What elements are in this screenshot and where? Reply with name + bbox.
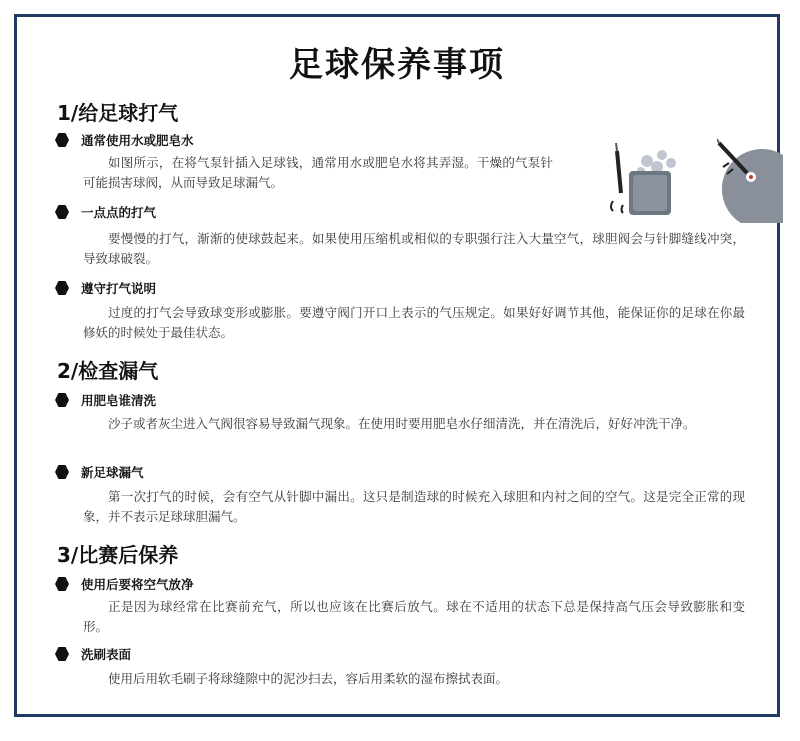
- subheading: 用肥皂谁清洗: [81, 393, 157, 408]
- subheading-row: [55, 131, 194, 149]
- needle-into-ball-icon: [717, 137, 783, 223]
- subheading: 洗刷表面: [81, 647, 132, 662]
- subheading: 新足球漏气: [81, 465, 144, 480]
- subheading: 遵守打气说明: [81, 281, 157, 296]
- hexagon-bullet-icon: [55, 465, 69, 479]
- section-heading-inflate: 1/给足球打气: [57, 101, 179, 125]
- section-heading-leak-check: 2/检查漏气: [57, 359, 159, 383]
- subheading: 使用后要将空气放净: [81, 577, 194, 592]
- subheading-row: [55, 279, 156, 297]
- paragraph: 使用后用软毛刷子将球缝隙中的泥沙扫去，容后用柔软的湿布擦拭表面。: [108, 671, 509, 686]
- subheading: 一点点的打气: [81, 205, 157, 220]
- page-title: 足球保养事项: [289, 45, 505, 85]
- needle-in-water-icon: [607, 141, 697, 221]
- subheading-row: [55, 575, 194, 593]
- hexagon-bullet-icon: [55, 393, 69, 407]
- paragraph: 第一次打气的时候，会有空气从针脚中漏出。这只是制造球的时候充入球胆和内衬之间的空气。这是完全正常的现象，并不表示足球球胆漏气。: [83, 489, 745, 524]
- document-frame: [14, 14, 780, 717]
- hexagon-bullet-icon: [55, 647, 69, 661]
- paragraph: 过度的打气会导致球变形或膨胀。要遵守阀门开口上表示的气压规定。如果好好调节其他，能保证你的足球在你最修妖的时候处于最佳状态。: [83, 305, 745, 340]
- subheading-row: [55, 203, 156, 221]
- paragraph: 沙子或者灰尘进入气阀很容易导致漏气现象。在使用时要用肥皂水仔细清洗，并在清洗后，好好冲洗干净。: [108, 416, 696, 431]
- subheading-row: [55, 391, 156, 409]
- subheading-row: [55, 463, 144, 481]
- hexagon-bullet-icon: [55, 577, 69, 591]
- paragraph: 要慢慢的打气，渐渐的使球鼓起来。如果使用压缩机或相似的专职强行注入大量空气，球胆阀会与针脚缝线冲突，导致球破裂。: [83, 231, 745, 266]
- hexagon-bullet-icon: [55, 281, 69, 295]
- subheading-row: [55, 645, 131, 663]
- section-heading-post-match: 3/比赛后保养: [57, 543, 179, 567]
- paragraph: 如图所示，在将气泵针插入足球钱，通常用水或肥皂水将其弄湿。干燥的气泵针可能损害球阀，从而导致足球漏气。: [83, 155, 553, 190]
- hexagon-bullet-icon: [55, 133, 69, 147]
- subheading: 通常使用水或肥皂水: [81, 133, 194, 148]
- hexagon-bullet-icon: [55, 205, 69, 219]
- paragraph: 正是因为球经常在比赛前充气，所以也应该在比赛后放气。球在不适用的状态下总是保持高气压会导致膨胀和变形。: [83, 599, 745, 634]
